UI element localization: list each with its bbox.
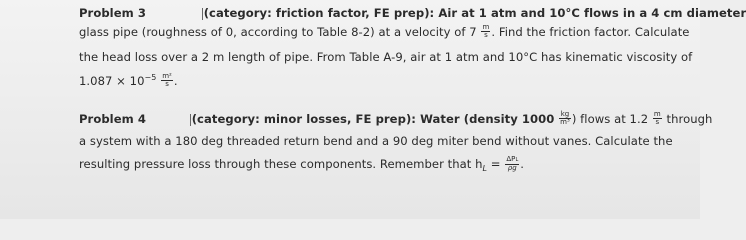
problem4-text-e: resulting pressure loss through these components. Remember that h xyxy=(79,157,483,171)
viscosity-unit-den: s xyxy=(165,80,169,88)
problem4-text-c: through xyxy=(666,112,713,126)
density-unit-fraction xyxy=(559,111,571,126)
viscosity-end: . xyxy=(173,74,178,88)
velocity-unit-den: s xyxy=(484,31,488,39)
velocity-unit-fraction xyxy=(481,24,490,39)
problem4-heading: Problem 4 xyxy=(79,112,146,126)
viscosity-exponent: −5 xyxy=(144,73,157,82)
viscosity-unit-num: m² xyxy=(162,72,172,80)
text-cursor-2 xyxy=(190,114,191,126)
pressure-loss-fraction xyxy=(505,156,519,172)
problem4-category: (category: minor losses, FE prep): Water (density 1000 xyxy=(191,112,555,126)
problem4-end: . xyxy=(520,157,525,171)
problem3-line1 xyxy=(79,5,746,21)
problem3-line2 xyxy=(79,24,690,40)
delta-p: ΔP xyxy=(506,154,516,163)
density-unit-num: kg xyxy=(560,110,570,118)
problem3-heading: Problem 3 xyxy=(79,6,146,20)
viscosity-value: 1.087 × 10 xyxy=(79,74,145,88)
problem4-line1 xyxy=(79,111,712,127)
viscosity-unit-fraction xyxy=(161,73,173,88)
text-cursor xyxy=(202,8,203,20)
pressure-loss-den: ρg xyxy=(507,163,517,172)
problem3-text-c: the head loss over a 2 m length of pipe. From Table A-9, air at 1 atm and 10°C has kinematic viscosity of xyxy=(79,50,693,64)
equals-sign: = xyxy=(487,157,505,171)
problem3-text-b: . Find the friction factor. Calculate xyxy=(491,25,690,39)
problem3-text-a: glass pipe (roughness of 0, according to Table 8-2) at a velocity of 7 xyxy=(79,25,477,39)
delta-p-subscript: L xyxy=(515,156,519,163)
problem3-line4 xyxy=(79,73,178,91)
flow-velocity-unit-den: s xyxy=(655,118,660,126)
velocity-unit-num: m xyxy=(482,23,490,31)
problem4-line2 xyxy=(79,133,673,149)
problem3-line3 xyxy=(79,49,692,65)
problem4-text-d: a system with a 180 deg threaded return bend and a 90 deg miter bend without vanes. Calculate the xyxy=(79,134,673,148)
flow-velocity-unit-fraction xyxy=(653,111,662,126)
hl-subscript: L xyxy=(482,164,488,173)
problem4-text-b: ) flows at 1.2 xyxy=(571,112,649,126)
problem3-category: (category: friction factor, FE prep): Air at 1 atm and 10°C flows in a 4 cm diameter xyxy=(203,6,746,20)
flow-velocity-unit-num: m xyxy=(653,110,661,118)
problem4-line3 xyxy=(79,156,524,174)
density-unit-den: m³ xyxy=(560,118,570,126)
